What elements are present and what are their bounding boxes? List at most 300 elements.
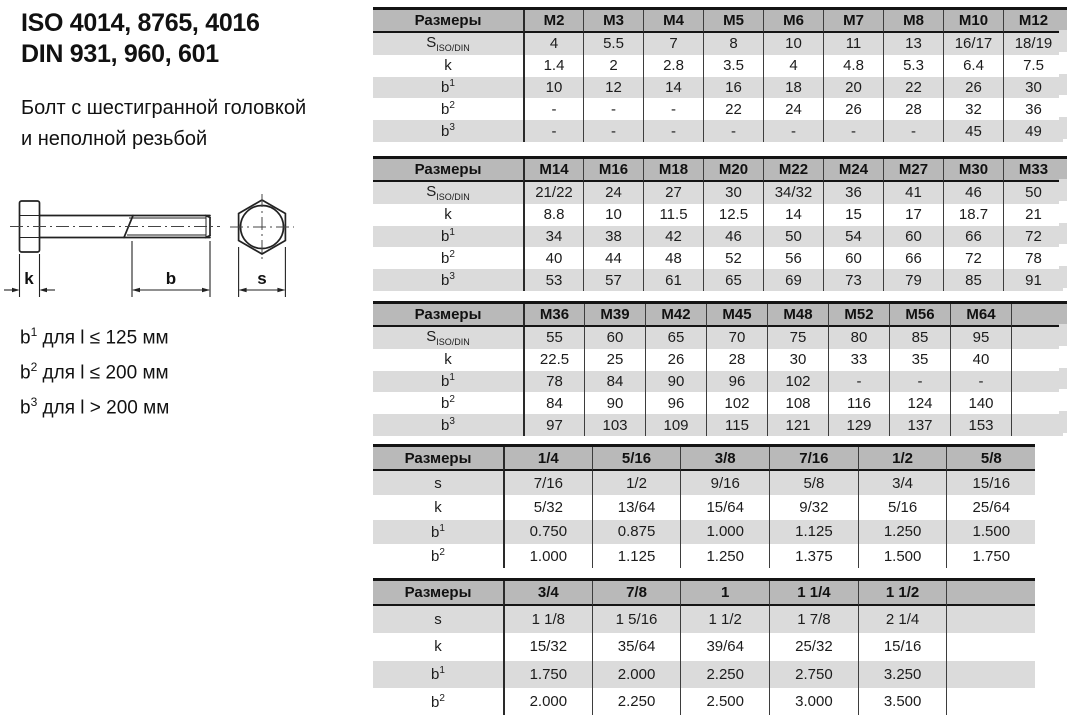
- table-cell: 2.750: [769, 661, 858, 688]
- table-cell: 12: [583, 77, 643, 99]
- row-label: [373, 661, 503, 688]
- header-cell-size: [1011, 304, 1063, 327]
- table-cell: 54: [823, 226, 883, 248]
- header-cell-size: M52: [828, 304, 889, 327]
- table-cell: 115: [706, 414, 767, 436]
- header-cell-size: 1 1/2: [858, 581, 947, 606]
- table-cell: 1 5/16: [592, 606, 681, 633]
- table-row: [373, 349, 1063, 371]
- header-cell-size: M14: [523, 159, 583, 182]
- row-label-superscript: 2: [439, 692, 445, 704]
- table-cell: 2: [583, 55, 643, 77]
- table-cell: 18.7: [943, 204, 1003, 226]
- table-cell: 56: [763, 247, 823, 269]
- header-cell-size: M12: [1003, 10, 1063, 33]
- row-label-superscript: 3: [449, 271, 455, 283]
- row-label: [373, 688, 503, 715]
- table-cell: 1.000: [503, 544, 592, 568]
- table-row: [373, 606, 1035, 633]
- table-cell: 50: [763, 226, 823, 248]
- table-cell: 103: [584, 414, 645, 436]
- dim-label-k: k: [24, 269, 34, 288]
- table-cell: 26: [645, 349, 706, 371]
- header-cell-size: 5/16: [592, 447, 681, 471]
- footnote-line: [20, 353, 169, 388]
- table-cell: 60: [823, 247, 883, 269]
- table-cell: 5.5: [583, 33, 643, 55]
- table-cell: [1011, 371, 1063, 393]
- dim-label-b: b: [165, 269, 177, 288]
- table-cell: 46: [943, 182, 1003, 204]
- sliver-header: [1059, 156, 1067, 179]
- table-row: [373, 495, 1035, 519]
- table-cell: 69: [763, 269, 823, 291]
- k-arrow-left: [12, 288, 20, 293]
- table-cell: 45: [943, 120, 1003, 142]
- table-cell: 60: [883, 226, 943, 248]
- page-edge-sliver: [1059, 7, 1067, 139]
- sliver-row: [1059, 266, 1067, 288]
- table-cell: 2.8: [643, 55, 703, 77]
- table-cell: 46: [703, 226, 763, 248]
- table-cell: [1011, 327, 1063, 349]
- table-cell: [1011, 414, 1063, 436]
- table-cell: 40: [523, 247, 583, 269]
- table-cell: 35/64: [592, 633, 681, 660]
- row-label: [373, 349, 523, 371]
- row-label-text: b: [20, 327, 31, 349]
- header-cell-size: M8: [883, 10, 943, 33]
- page-subtitle: [21, 93, 306, 155]
- header-cell-size: M5: [703, 10, 763, 33]
- table-cell: 5/8: [769, 471, 858, 495]
- row-label: [373, 392, 523, 414]
- header-cell-size: 7/16: [769, 447, 858, 471]
- header-cell-size: M48: [767, 304, 828, 327]
- row-label: [373, 633, 503, 660]
- table-cell: -: [763, 120, 823, 142]
- table-cell: 137: [889, 414, 950, 436]
- row-label-subscript: ISO/DIN: [436, 192, 470, 203]
- header-cell-sizes: Размеры: [373, 447, 503, 471]
- header-cell-size: M33: [1003, 159, 1063, 182]
- sliver-row: [1059, 201, 1067, 223]
- table-row: [373, 120, 1063, 142]
- table-cell: 30: [703, 182, 763, 204]
- table-cell: 78: [1003, 247, 1063, 269]
- table-row: [373, 661, 1035, 688]
- table-cell: 42: [643, 226, 703, 248]
- table-row: [373, 471, 1035, 495]
- table-cell: 16/17: [943, 33, 1003, 55]
- table-cell: [946, 606, 1035, 633]
- table-cell: 15/16: [946, 471, 1035, 495]
- sliver-row: [1059, 179, 1067, 201]
- row-label-subscript: ISO/DIN: [436, 43, 470, 54]
- row-label: [373, 371, 523, 393]
- table-cell: [1011, 349, 1063, 371]
- footnotes: [20, 318, 169, 422]
- table-cell: 85: [943, 269, 1003, 291]
- table-row: [373, 247, 1063, 269]
- row-label-text: k: [444, 57, 452, 75]
- table-cell: 60: [584, 327, 645, 349]
- table-row: [373, 688, 1035, 715]
- row-label-text: b: [431, 693, 440, 711]
- table-cell: 28: [706, 349, 767, 371]
- table-cell: 26: [943, 77, 1003, 99]
- header-cell-size: M2: [523, 10, 583, 33]
- header-cell-size: M3: [583, 10, 643, 33]
- table-cell: 21: [1003, 204, 1063, 226]
- table-cell: 1.750: [503, 661, 592, 688]
- row-label-text: b: [441, 250, 450, 268]
- row-label-superscript: 3: [449, 416, 455, 428]
- footnote-text: для l > 200 мм: [37, 396, 170, 418]
- table-cell: 1.750: [946, 544, 1035, 568]
- table-cell: 72: [943, 247, 1003, 269]
- header-cell-size: 3/8: [680, 447, 769, 471]
- table-cell: 48: [643, 247, 703, 269]
- table-cell: 5/32: [503, 495, 592, 519]
- page-edge-sliver: [1059, 156, 1067, 288]
- table-cell: 124: [889, 392, 950, 414]
- table-cell: 2.000: [503, 688, 592, 715]
- sliver-row: [1059, 389, 1067, 411]
- table-cell: 66: [943, 226, 1003, 248]
- table-cell: 34/32: [763, 182, 823, 204]
- sliver-row: [1059, 95, 1067, 117]
- table-cell: 10: [763, 33, 823, 55]
- sliver-row: [1059, 411, 1067, 433]
- table-row: [373, 77, 1063, 99]
- sliver-row: [1059, 52, 1067, 74]
- table-cell: 9/16: [680, 471, 769, 495]
- row-label: [373, 33, 523, 55]
- table-cell: 49: [1003, 120, 1063, 142]
- table-cell: 14: [643, 77, 703, 99]
- row-label-text: S: [426, 34, 437, 52]
- row-label-text: k: [444, 351, 452, 369]
- row-label: [373, 182, 523, 204]
- table-cell: 11.5: [643, 204, 703, 226]
- table-cell: 38: [583, 226, 643, 248]
- table-row: [373, 204, 1063, 226]
- header-cell-size: 5/8: [946, 447, 1035, 471]
- table-cell: 25: [584, 349, 645, 371]
- table-cell: 65: [645, 327, 706, 349]
- header-cell-size: M16: [583, 159, 643, 182]
- row-label-subscript: ISO/DIN: [436, 337, 470, 348]
- table-cell: 95: [950, 327, 1011, 349]
- table-cell: 1.250: [858, 520, 947, 544]
- table-cell: 84: [523, 392, 584, 414]
- row-label-text: b: [441, 272, 450, 290]
- table-cell: 22.5: [523, 349, 584, 371]
- table-cell: 102: [767, 371, 828, 393]
- table-cell: 3.000: [769, 688, 858, 715]
- table-cell: 24: [763, 98, 823, 120]
- table-cell: -: [643, 98, 703, 120]
- table-cell: 18/19: [1003, 33, 1063, 55]
- row-label-text: s: [434, 611, 442, 629]
- table-row: [373, 33, 1063, 55]
- sliver-row: [1059, 346, 1067, 368]
- table-cell: 15: [823, 204, 883, 226]
- row-label: [373, 226, 523, 248]
- row-label: [373, 327, 523, 349]
- row-label: [373, 98, 523, 120]
- table-cell: -: [643, 120, 703, 142]
- row-label: [373, 247, 523, 269]
- table-cell: -: [523, 98, 583, 120]
- row-label: [373, 471, 503, 495]
- table-cell: 30: [767, 349, 828, 371]
- table-cell: 1.500: [858, 544, 947, 568]
- table-cell: 2.250: [680, 661, 769, 688]
- row-label-superscript: 2: [449, 100, 455, 112]
- row-label-text: k: [444, 206, 452, 224]
- table-cell: 27: [643, 182, 703, 204]
- table-row: [373, 392, 1063, 414]
- header-cell-size: M30: [943, 159, 1003, 182]
- table-cell: -: [950, 371, 1011, 393]
- row-label-superscript: 1: [449, 372, 455, 384]
- table-cell: 22: [883, 77, 943, 99]
- dimension-table-inch-3-4-to-1-1-2: [373, 578, 1035, 715]
- sliver-row: [1059, 74, 1067, 96]
- table-cell: 41: [883, 182, 943, 204]
- header-cell-size: M4: [643, 10, 703, 33]
- table-cell: [946, 688, 1035, 715]
- row-label-text: b: [441, 79, 450, 97]
- header-cell-size: 7/8: [592, 581, 681, 606]
- sliver-row: [1059, 368, 1067, 390]
- row-label-superscript: 1: [449, 78, 455, 90]
- table-cell: 8: [703, 33, 763, 55]
- table-cell: 140: [950, 392, 1011, 414]
- header-cell-size: 1: [680, 581, 769, 606]
- table-row: [373, 544, 1035, 568]
- row-label-text: b: [20, 362, 31, 384]
- table-cell: 1.375: [769, 544, 858, 568]
- row-label-text: k: [434, 638, 442, 656]
- table-cell: 1.4: [523, 55, 583, 77]
- table-cell: 6.4: [943, 55, 1003, 77]
- s-arrow-right: [277, 288, 285, 293]
- row-label-superscript: 1: [449, 227, 455, 239]
- table-cell: 129: [828, 414, 889, 436]
- table-cell: 28: [883, 98, 943, 120]
- table-row: [373, 182, 1063, 204]
- table-cell: 0.750: [503, 520, 592, 544]
- table-cell: 30: [1003, 77, 1063, 99]
- row-label: [373, 120, 523, 142]
- table-cell: 2.500: [680, 688, 769, 715]
- header-cell-size: M27: [883, 159, 943, 182]
- header-cell-size: 3/4: [503, 581, 592, 606]
- header-cell-size: M7: [823, 10, 883, 33]
- table-row: [373, 269, 1063, 291]
- header-cell-size: 1/4: [503, 447, 592, 471]
- page-edge-sliver: [1059, 301, 1067, 433]
- table-cell: 65: [703, 269, 763, 291]
- table-cell: [1011, 392, 1063, 414]
- header-cell-size: M24: [823, 159, 883, 182]
- table-row: [373, 371, 1063, 393]
- table-cell: -: [523, 120, 583, 142]
- table-header-row: [373, 447, 1035, 471]
- dimension-table-metric-m36-m64: [373, 301, 1063, 436]
- row-label: [373, 495, 503, 519]
- table-cell: 108: [767, 392, 828, 414]
- footnote-text: для l ≤ 200 мм: [37, 362, 169, 384]
- table-cell: 7: [643, 33, 703, 55]
- footnote-line: [20, 318, 169, 353]
- table-cell: 121: [767, 414, 828, 436]
- table-cell: -: [583, 98, 643, 120]
- table-cell: -: [583, 120, 643, 142]
- row-label-superscript: 1: [439, 522, 445, 534]
- table-cell: 7.5: [1003, 55, 1063, 77]
- table-cell: 0.875: [592, 520, 681, 544]
- table-cell: -: [889, 371, 950, 393]
- dimension-table-metric-m14-m33: [373, 156, 1063, 291]
- table-cell: 85: [889, 327, 950, 349]
- row-label-superscript: 1: [30, 325, 38, 339]
- header-cell-size: M10: [943, 10, 1003, 33]
- table-cell: 5.3: [883, 55, 943, 77]
- table-cell: 15/64: [680, 495, 769, 519]
- row-label-text: b: [441, 101, 450, 119]
- header-cell-size: M6: [763, 10, 823, 33]
- table-cell: 12.5: [703, 204, 763, 226]
- table-cell: 36: [1003, 98, 1063, 120]
- table-header-row: [373, 159, 1063, 182]
- sliver-header: [1059, 7, 1067, 30]
- title-din-standards: DIN 931, 960, 601: [21, 40, 219, 68]
- sliver-row: [1059, 324, 1067, 346]
- footnote-line: [20, 388, 169, 423]
- table-cell: 33: [828, 349, 889, 371]
- header-cell-size: M20: [703, 159, 763, 182]
- sliver-row: [1059, 30, 1067, 52]
- k-arrow-right: [40, 288, 48, 293]
- table-cell: 21/22: [523, 182, 583, 204]
- table-cell: 4: [763, 55, 823, 77]
- row-label-text: b: [441, 228, 450, 246]
- dimension-table-inch-quarter-to-5-8: [373, 444, 1035, 568]
- table-cell: 55: [523, 327, 584, 349]
- table-cell: 14: [763, 204, 823, 226]
- row-label-text: b: [441, 395, 450, 413]
- header-cell-sizes: Размеры: [373, 581, 503, 606]
- row-label: [373, 544, 503, 568]
- table-cell: 36: [823, 182, 883, 204]
- table-cell: 66: [883, 247, 943, 269]
- table-cell: -: [828, 371, 889, 393]
- table-cell: 24: [583, 182, 643, 204]
- header-cell-size: M45: [706, 304, 767, 327]
- table-cell: 73: [823, 269, 883, 291]
- table-cell: 17: [883, 204, 943, 226]
- table-cell: 13/64: [592, 495, 681, 519]
- table-cell: 32: [943, 98, 1003, 120]
- row-label-text: b: [20, 396, 31, 418]
- table-cell: 3.5: [703, 55, 763, 77]
- table-cell: 50: [1003, 182, 1063, 204]
- row-label-superscript: 1: [439, 665, 445, 677]
- table-cell: -: [703, 120, 763, 142]
- table-cell: 1.125: [769, 520, 858, 544]
- table-cell: 91: [1003, 269, 1063, 291]
- table-cell: 40: [950, 349, 1011, 371]
- table-cell: 39/64: [680, 633, 769, 660]
- row-label-text: b: [431, 666, 440, 684]
- header-cell-sizes: Размеры: [373, 159, 523, 182]
- table-cell: 25/64: [946, 495, 1035, 519]
- table-cell: 102: [706, 392, 767, 414]
- row-label: [373, 77, 523, 99]
- bolt-technical-drawing: [0, 188, 340, 310]
- row-label-text: b: [441, 123, 450, 141]
- table-cell: 16: [703, 77, 763, 99]
- table-cell: 79: [883, 269, 943, 291]
- header-cell-size: M36: [523, 304, 584, 327]
- table-cell: [946, 633, 1035, 660]
- table-cell: 90: [584, 392, 645, 414]
- header-cell-size: M42: [645, 304, 706, 327]
- dimension-table-metric-m2-m12: [373, 7, 1063, 142]
- row-label-text: b: [431, 523, 440, 541]
- b-arrow-right: [202, 288, 210, 293]
- table-cell: 4.8: [823, 55, 883, 77]
- table-row: [373, 414, 1063, 436]
- table-header-row: [373, 304, 1063, 327]
- table-cell: 2 1/4: [858, 606, 947, 633]
- table-row: [373, 520, 1035, 544]
- table-header-row: [373, 581, 1035, 606]
- table-cell: 1/2: [592, 471, 681, 495]
- s-arrow-left: [239, 288, 247, 293]
- row-label: [373, 606, 503, 633]
- table-row: [373, 98, 1063, 120]
- row-label: [373, 414, 523, 436]
- row-label-text: k: [434, 498, 442, 516]
- table-cell: 10: [523, 77, 583, 99]
- table-cell: 3/4: [858, 471, 947, 495]
- row-label-text: b: [441, 373, 450, 391]
- header-cell-size: [946, 581, 1035, 606]
- header-cell-sizes: Размеры: [373, 10, 523, 33]
- table-cell: 75: [767, 327, 828, 349]
- subtitle-line-2: и неполной резьбой: [21, 128, 208, 150]
- table-cell: 72: [1003, 226, 1063, 248]
- table-cell: 1 1/2: [680, 606, 769, 633]
- footnote-text: для l ≤ 125 мм: [37, 327, 169, 349]
- header-cell-size: M22: [763, 159, 823, 182]
- header-cell-size: M56: [889, 304, 950, 327]
- header-cell-size: M39: [584, 304, 645, 327]
- table-cell: 15/32: [503, 633, 592, 660]
- table-header-row: [373, 10, 1063, 33]
- table-cell: 116: [828, 392, 889, 414]
- table-cell: 1 7/8: [769, 606, 858, 633]
- row-label-text: s: [434, 474, 442, 492]
- table-cell: 35: [889, 349, 950, 371]
- dim-label-s: s: [257, 269, 267, 288]
- row-label-text: S: [426, 328, 437, 346]
